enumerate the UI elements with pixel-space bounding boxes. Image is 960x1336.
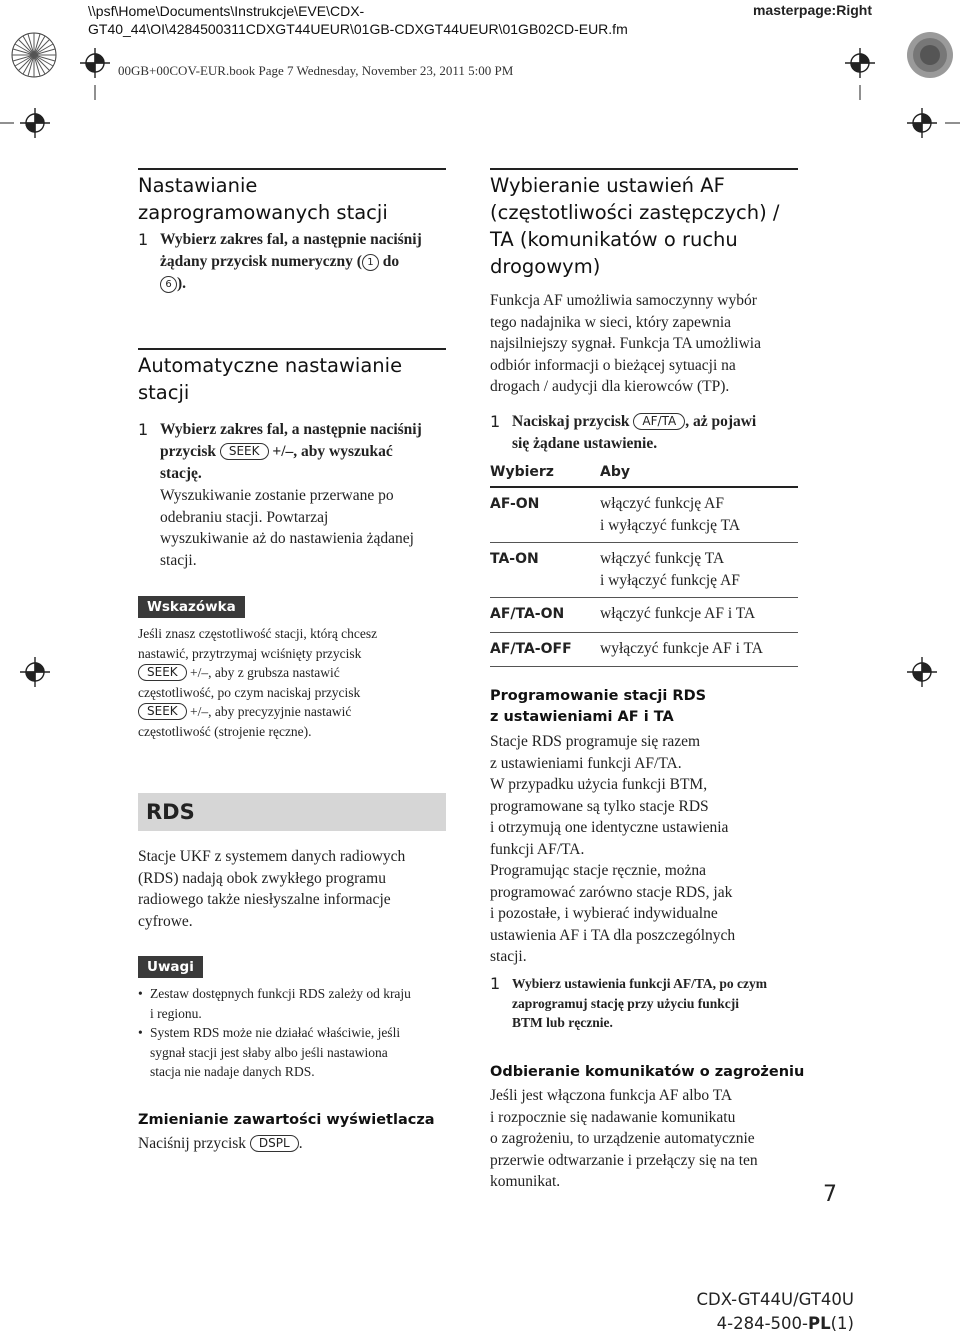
page-number: 7: [823, 1182, 837, 1207]
af-ta-key-icon: AF/TA: [633, 413, 685, 430]
auto-step-note: Wyszukiwanie zostanie przerwane po odebraniu stacji. Powtarzaj wyszukiwanie aż do nastawienia żądanej stacji.: [160, 487, 414, 569]
table-row: AF-ON włączyć funkcję AF i wyłączyć funkcję TA: [490, 487, 798, 543]
document-code: 4-284-500-PL(1): [716, 1314, 854, 1333]
auto-tuning-section: [138, 352, 458, 571]
registration-starburst-icon: [12, 33, 56, 77]
seek-key-icon: SEEK: [138, 664, 187, 681]
key-6-icon: 6: [160, 276, 177, 293]
list-item: • System RDS może nie działać właściwie, jeśli sygnał stacji jest słaby albo jeśli nastawiona stacja nie nadaje danych RDS.: [138, 1023, 458, 1082]
auto-tuning-title: Automatyczne nastawianie stacji: [138, 354, 403, 404]
af-ta-title: Wybieranie ustawień AF (częstotliwości zastępczych) / TA (komunikatów o ruchu drogowym): [490, 174, 780, 278]
list-item: • Zestaw dostępnych funkcji RDS zależy od kraju i regionu.: [138, 984, 458, 1023]
notes-label: Uwagi: [138, 956, 203, 978]
af-ta-intro: Funkcja AF umożliwia samoczynny wybór tego nadajnika w sieci, który zapewnia najsilniejszy sygnał. Funkcja TA umożliwia odbiór informacji o bieżącej sytuacji na drogach / audycji dla kierowców (TP).: [490, 292, 761, 395]
emergency-text: Jeśli jest włączona funkcja AF albo TA i rozpocznie się nadawanie komunikatu o zagrożeniu, to urządzenie automatycznie przerwie odtwarzanie i przełączy się na ten komunikat.: [490, 1087, 758, 1190]
preset-step-1: 1 Wybierz zakres fal, a następnie naciśnij żądany przycisk numeryczny ( 1 do 6 ).: [138, 230, 422, 292]
tip-label: Wskazówka: [138, 596, 245, 618]
programming-step-1: 1 Wybierz ustawienia funkcji AF/TA, po czym zaprogramuj stację przy użyciu funkcji BTM lub ręcznie.: [490, 974, 767, 1030]
key-1-icon: 1: [362, 254, 379, 271]
table-header-purpose: Aby: [600, 462, 798, 487]
programming-title: Programowanie stacji RDS z ustawieniami AF i TA: [490, 688, 707, 725]
display-title: Zmienianie zawartości wyświetlacza: [138, 1112, 435, 1128]
file-path-line-2: GT40_44\OI\4284500311CDXGT44UEUR\01GB-CDXGT44UEUR\01GB02CD-EUR.fm: [88, 21, 628, 37]
masterpage-label: masterpage:Right: [752, 2, 872, 18]
display-text: Naciśnij przycisk DSPL .: [138, 1135, 303, 1152]
af-ta-table: [490, 462, 798, 667]
step-number: 1: [138, 230, 149, 249]
file-path: [88, 2, 628, 38]
emergency-title: Odbieranie komunikatów o zagrożeniu: [490, 1064, 805, 1080]
seek-key-icon: SEEK: [138, 703, 187, 720]
step-number: 1: [490, 974, 501, 993]
section-rule: [138, 348, 446, 350]
table-row: AF/TA-OFF wyłączyć funkcje AF i TA: [490, 632, 798, 667]
preset-section: [138, 172, 458, 295]
auto-step-1: 1 Wybierz zakres fal, a następnie naciśnij przycisk SEEK +/–, aby wyszukać stację.: [138, 420, 422, 482]
model-name: CDX-GT44U/GT40U: [696, 1290, 854, 1309]
section-rule: [490, 168, 798, 170]
crosshair-icon: [907, 108, 937, 138]
notes-list: [138, 984, 458, 1082]
af-ta-step-1: 1 Naciskaj przycisk AF/TA , aż pojawi się żądane ustawienie.: [490, 411, 757, 452]
preset-title: Nastawianie zaprogramowanych stacji: [138, 174, 388, 224]
crosshair-icon: [907, 657, 937, 687]
step-number: 1: [490, 411, 501, 431]
crosshair-icon: [80, 48, 110, 78]
step-number: 1: [138, 420, 149, 439]
seek-key-icon: SEEK: [220, 443, 269, 460]
gray-density-circle-icon: [907, 32, 953, 78]
crosshair-icon: [845, 48, 875, 78]
table-row: AF/TA-ON włączyć funkcje AF i TA: [490, 598, 798, 633]
tip-text: Jeśli znasz częstotliwość stacji, którą chcesz nastawić, przytrzymaj wciśnięty przycisk SEEK +/–, aby z grubsza nastawić częstotliwość, po czym naciskaj przycisk SEEK +/–, aby precyzyjnie nastawić częstotliwość (strojenie ręczne).: [138, 626, 378, 739]
book-info-line: 00GB+00COV-EUR.book Page 7 Wednesday, November 23, 2011 5:00 PM: [118, 63, 514, 78]
file-path-line-1: \\psf\Home\Documents\Instrukcje\EVE\CDX-: [88, 3, 365, 19]
rds-section-bar: RDS: [138, 793, 446, 831]
table-header-select: Wybierz: [490, 462, 600, 487]
programming-text: Stacje RDS programuje się razem z ustawieniami funkcji AF/TA. W przypadku użycia funkcji BTM, programowane są tylko stacje RDS i otrzymują one identyczne ustawienia funkcji AF/TA. Programując stacje ręcznie, można programować zarówno stacje RDS, jak i pozostałe, i wybierać indywidualne ustawienia AF i TA dla poszczególnych stacji.: [490, 733, 736, 965]
crosshair-icon: [20, 108, 50, 138]
section-rule: [138, 168, 446, 170]
af-ta-section: [490, 172, 820, 455]
table-row: TA-ON włączyć funkcję TA i wyłączyć funkcję AF: [490, 543, 798, 598]
crosshair-icon: [20, 657, 50, 687]
dspl-key-icon: DSPL: [250, 1135, 299, 1152]
rds-intro: Stacje UKF z systemem danych radiowych (RDS) nadają obok zwykłego programu radiowego także niesłyszalne informacje cyfrowe.: [138, 848, 406, 930]
